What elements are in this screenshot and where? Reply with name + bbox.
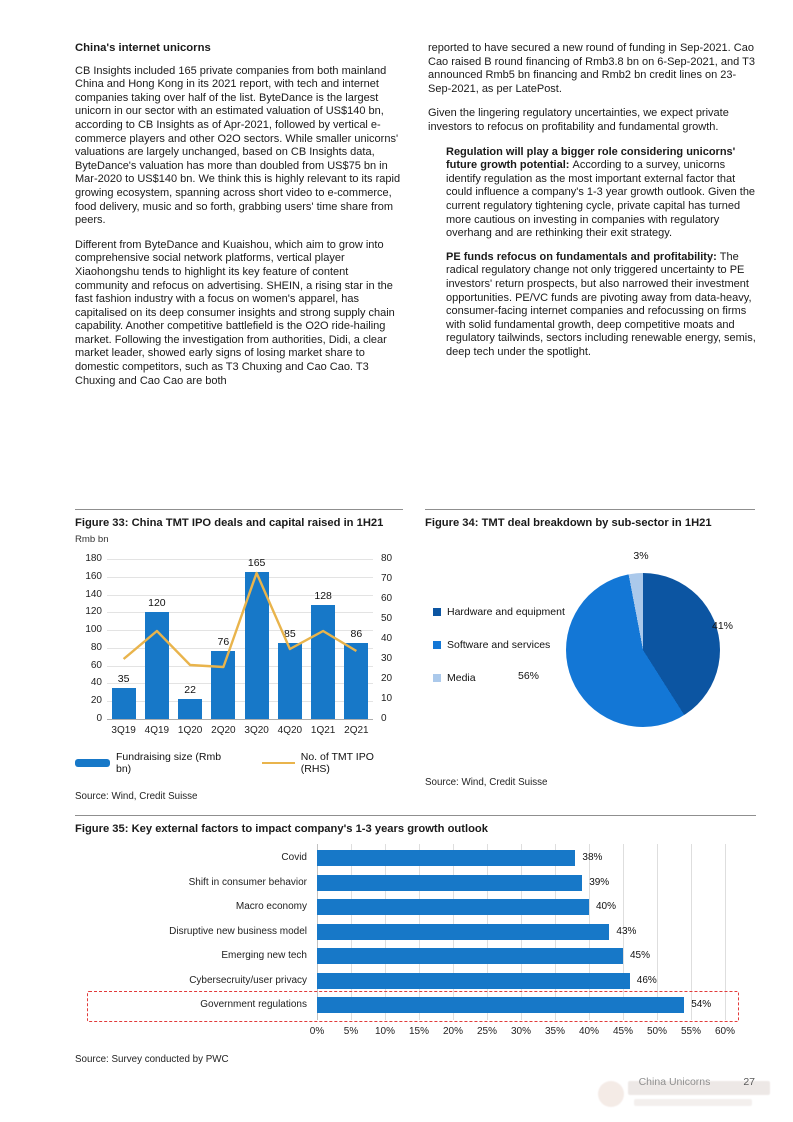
figure-35-title: Figure 35: Key external factors to impact company's 1-3 years growth outlook [75,823,488,835]
footer-section-label: China Unicorns [638,1076,711,1088]
category-label: Emerging new tech [221,950,307,961]
bullet-paragraph [428,251,756,360]
bar-value-label: 46% [636,974,657,986]
pie-slice-label: 56% [517,670,539,682]
paragraph: CB Insights included 165 private companies from both mainland China and Hong Kong in its 2021 report, with tech and internet companies taking over half of the list. ByteDance is the largest unicorn in our sector with an estimated valuation of US$140 bn, according to CB Insights as of Apr-2021, followed by vertical e-commerce players and other O2O sectors. While smaller unicorns' valuations are largely unchanged, based on CB Insights data, ByteDance's valuation has more than doubled from US$75 bn in Mar-2020 to US$140 bn. We think this is highly relevant to its rapid growing ecosystem, spanning across short video to e-commerce, food delivery, music and so forth, grabbing users' time share from peers. [75,64,401,227]
bar-value-label: 40% [596,901,617,912]
x-axis-category-label: 4Q19 [144,725,170,736]
left-axis-tick: 20 [90,695,102,707]
paragraph-text: According to a survey, unicorns identify regulation as the most important external factor that could influence a company's 1-3 year growth outlook. Given the current regulatory tightening cycle, private capital has turned more cautious on investing in companies with regulatory overhang and are rethinking their exit strategy. [446,159,756,240]
divider [425,509,755,510]
bar [317,924,609,940]
color-swatch [433,674,441,682]
x-axis-category-label: 3Q20 [244,725,269,736]
y-axis-unit-label: Rmb bn [75,534,109,545]
x-axis-category-label: 2Q20 [211,725,236,736]
color-swatch [433,608,441,616]
chart-legend [75,751,403,775]
section-heading: China's internet unicorns [75,42,211,54]
paragraph: Different from ByteDance and Kuaishou, which aim to grow into comprehensive social network platforms, vertical player Xiaohongshu tends to highlight its key feature of content community and refocus on advertising. SHEIN, a rising star in the fast fashion industry with a focus on women's apparel, has capitalised on its deep consumer insights and strong supply chain capability. Another competitive battlefield is the O2O ride-hailing market. Following the investigation from authorities, Didi, a clear market leader, showed early signs of losing market share to domestic competitors, such as T3 Chuxing and Cao Cao. T3 Chuxing and Cao Cao are both [75,238,395,387]
bar-value-label: 54% [691,999,712,1010]
body-text [75,42,756,399]
legend-label: Fundraising size (Rmb bn) [116,751,222,775]
legend-label: Hardware and equipment [447,606,565,618]
bar [317,899,589,915]
left-axis-tick: 180 [85,553,102,564]
x-axis-tick-label: 30% [510,1026,531,1037]
left-axis-tick: 100 [85,624,102,636]
paragraph-text: The radical regulatory change not only triggered uncertainty to PE investors' return prospects, but also narrowed their investment opportunities. PE/VC funds are pivoting away from data-heavy, consumer-facing internet companies and refocussing on firms with solid fundamental growth, deep competitive moats and regulatory tailwinds, sectors including renewable energy, semis, deep tech under the spotlight. [446,250,756,358]
bar-value-label: 45% [630,950,651,961]
x-axis-tick-label: 15% [408,1026,429,1037]
bar-value-label: 85 [284,628,296,641]
color-swatch [433,641,441,649]
x-axis-category-label: 3Q19 [111,725,136,736]
right-axis-tick: 70 [381,573,393,584]
right-axis-tick: 0 [381,713,387,724]
paragraph: Given the lingering regulatory uncertainties, we expect private investors to refocus on profitability and fundamental growth. [428,107,729,133]
right-axis-tick: 30 [381,653,393,664]
right-column [428,42,756,399]
right-axis-tick: 50 [381,613,393,624]
source-note: Source: Wind, Credit Suisse [75,791,198,802]
x-axis-category-label: 1Q21 [310,725,336,736]
bar-value-label: 39% [589,876,610,888]
x-axis-tick-label: 35% [544,1026,565,1037]
category-label: Cybersecruity/user privacy [189,974,307,986]
x-axis-tick-label: 20% [442,1026,463,1037]
bar-value-label: 43% [616,925,637,937]
left-axis-tick: 0 [96,713,102,724]
bar [317,875,582,891]
line-swatch [262,762,295,765]
pie-chart-area [425,534,755,769]
divider [75,815,756,816]
bar-value-label: 76 [217,636,230,649]
category-label: Covid [281,852,307,863]
bar-value-label: 35 [117,672,130,685]
x-axis-category-label: 1Q20 [177,725,203,736]
plot-area [85,553,393,736]
legend-label: No. of TMT IPO (RHS) [300,751,374,775]
category-label: Shift in consumer behavior [188,876,307,888]
bar-value-label: 128 [314,590,332,603]
x-axis-tick-label: 10% [374,1026,395,1037]
bold-lead: Regulation will play a bigger role considering unicorns' future growth potential: [446,145,736,172]
bold-lead: PE funds refocus on fundamentals and profitability: [446,250,720,263]
page-number: 27 [743,1076,755,1088]
right-axis-tick: 80 [381,553,393,564]
bar-swatch [75,759,110,767]
x-axis-category-label: 2Q21 [344,725,369,736]
bar-value-label: 120 [148,597,166,610]
bullet-paragraph [428,146,756,241]
pie-slice-label: 41% [712,620,734,632]
right-axis-tick: 60 [381,593,393,604]
x-axis-tick-label: 50% [646,1026,667,1037]
paragraph: reported to have secured a new round of funding in Sep-2021. Cao Cao raised B round financing of Rmb3.8 bn on 6-Sep-2021, and T3 announced Rmb5 bn financing and Rmb2 bn credit lines on 23-Sep-2021, as per LatePost. [428,42,755,95]
page-footer [0,1076,755,1088]
left-axis-tick: 160 [85,570,102,582]
right-axis-tick: 20 [381,673,393,684]
figure-34-block [425,509,755,788]
legend-item [262,751,403,775]
category-label: Government regulations [200,999,307,1010]
left-column [75,42,403,399]
bar [317,997,684,1013]
bar-value-label: 38% [582,852,603,863]
line-series [107,559,373,719]
pie-slice-label: 3% [633,550,649,562]
x-axis-category-label: 4Q20 [277,725,303,736]
x-axis-tick-label: 60% [714,1026,735,1037]
legend-label: Media [447,672,476,684]
x-axis-tick-label: 5% [343,1026,359,1037]
left-axis-tick: 120 [85,606,102,618]
category-label: Macro economy [235,901,307,912]
figure-34-title: Figure 34: TMT deal breakdown by sub-sector in 1H21 [425,517,712,529]
left-axis-tick: 40 [90,677,102,689]
x-axis-tick-label: 0% [309,1026,325,1037]
left-axis-tick: 60 [90,659,102,671]
bar [317,973,630,989]
gridline [107,719,373,720]
source-note: Source: Survey conducted by PWC [75,1054,229,1065]
combo-chart [75,551,403,743]
x-axis-tick-label: 25% [476,1026,497,1037]
legend-item [433,606,565,618]
right-axis-tick: 10 [381,693,393,704]
bar [317,850,575,866]
bar [317,948,623,964]
pie-legend [433,606,565,705]
bar-value-label: 22 [184,684,196,697]
left-axis-tick: 80 [90,641,102,653]
divider [75,509,403,510]
horizontal-bar-chart [75,842,756,1044]
bar-value-label: 165 [247,557,266,570]
figure-35-block [75,815,756,1065]
category-label: Disruptive new business model [169,925,307,937]
x-axis-tick-label: 40% [578,1026,599,1037]
bar-value-label: 86 [350,627,363,640]
legend-item [433,639,565,651]
figure-33-title: Figure 33: China TMT IPO deals and capital raised in 1H21 [75,517,384,529]
legend-label: Software and services [447,639,551,651]
source-note: Source: Wind, Credit Suisse [425,777,548,788]
right-axis-tick: 40 [381,633,393,644]
x-axis-tick-label: 55% [680,1026,701,1037]
legend-item [75,751,236,775]
figure-33-block [75,509,403,802]
pie-chart [566,573,720,727]
x-axis-tick-label: 45% [612,1026,633,1037]
left-axis-tick: 140 [85,588,102,600]
